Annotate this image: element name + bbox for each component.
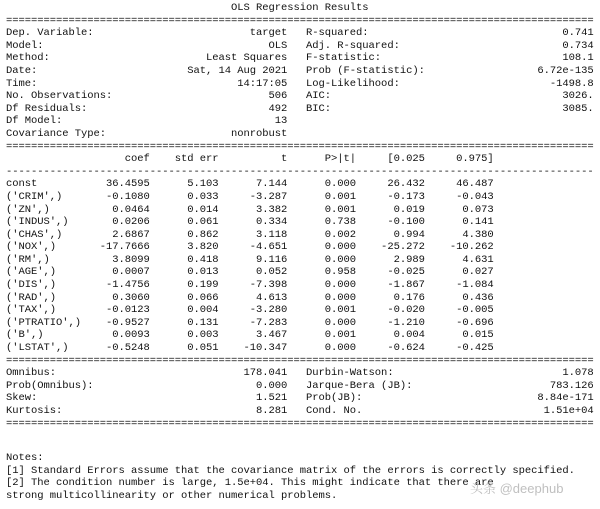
watermark: 头条 @deephub <box>470 481 564 496</box>
coefficient-table: ============================================================================================== coef std err t P>|t| [0.025 0.975] ---------------------------------------------------------------------------------------------- const 36.4595 5.103 7.144 0.000 26.432 46.487 ('CRIM',) -0.1080 0.033 -3.287 0.001 -0.173 -0.043 ('ZN',) 0.0464 0.014 3.382 0.001 0.019 0.073 ('INDUS',) 0.0206 0.061 0.334 0.738 -0.100 0.141 ('CHAS',) 2.6867 0.862 3.118 0.002 0.994 4.380 ('NOX',) -17.7666 3.820 -4.651 0.000 -25.272 -10.262 ('RM',) 3.8099 0.418 9.116 0.000 2.989 4.631 ('AGE',) 0.0007 0.013 0.052 0.958 -0.025 0.027 ('DIS',) -1.4756 0.199 -7.398 0.000 -1.867 -1.084 ('RAD',) 0.3060 0.066 4.613 0.000 0.176 0.436 ('TAX',) -0.0123 0.004 -3.280 0.001 -0.020 -0.005 ('PTRATIO',) -0.9527 0.131 -7.283 0.000 -1.210 -0.696 ('B',) 0.0093 0.003 3.467 0.001 0.004 0.015 ('LSTAT',) -0.5248 0.051 -10.347 0.000 -0.624 -0.425 ============================================================================================== <box>6 140 594 367</box>
summary-table: ============================================================================================== Dep. Variable: target R-squared: 0.741 Model: OLS Adj. R-squared: 0.734 Method: Least Squares F-statistic: 108.1 Date: Sat, 14 Aug 2021 Prob (F-statistic): 6.72e-135 Time: 14:17:05 Log-Likelihood: -1498.8 No. Observations: 506 AIC: 3026. Df Residuals: 492 BIC: 3085. Df Model: 13 Covariance Type: nonrobust <box>6 14 594 140</box>
ols-results <box>6 2 594 430</box>
diagnostics-table: Omnibus: 178.041 Durbin-Watson: 1.078 Prob(Omnibus): 0.000 Jarque-Bera (JB): 783.126 Skew: 1.521 Prob(JB): 8.84e-171 Kurtosis: 8.281 Cond. No. 1.51e+04 ============================================================================================== <box>6 367 594 430</box>
results-title: OLS Regression Results <box>6 2 369 14</box>
note-line-1: [1] Standard Errors assume that the covariance matrix of the errors is correctly specified. <box>6 464 575 477</box>
notes-heading: Notes: <box>6 452 44 464</box>
note-line-2: [2] The condition number is large, 1.5e+04. This might indicate that there are <box>6 477 494 490</box>
note-line-3: strong multicollinearity or other numerical problems. <box>6 489 338 502</box>
